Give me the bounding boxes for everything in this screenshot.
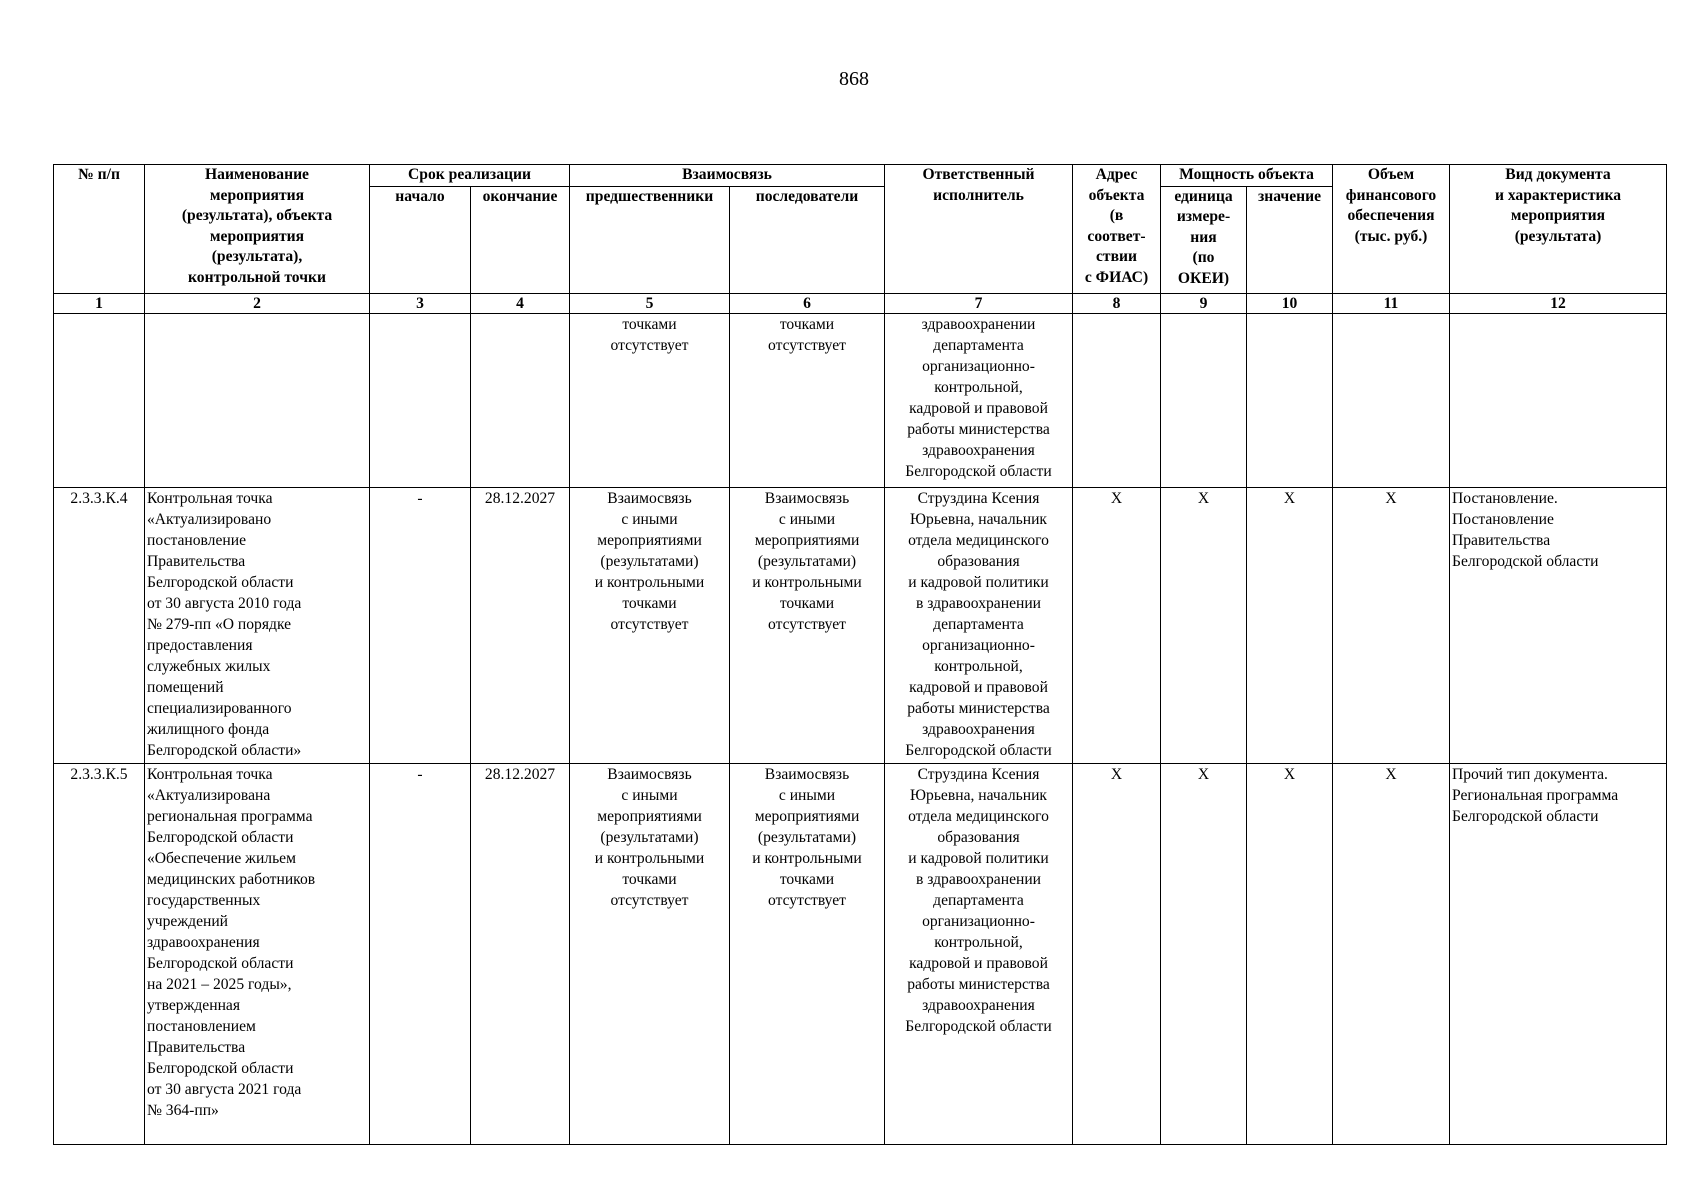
header-group-vzaim: Взаимосвязь (570, 165, 885, 187)
cell-successors: Взаимосвязь с иными мероприятиями (результатами) и контрольными точками отсутствует (730, 487, 885, 763)
cell-doc-type (1450, 313, 1667, 487)
column-number: 9 (1161, 293, 1247, 313)
header-group-srok: Срок реализации (370, 165, 570, 187)
cell-doc-type: Постановление. Постановление Правительства Белгородской области (1450, 487, 1667, 763)
cell-value: Х (1247, 763, 1333, 1144)
column-number: 12 (1450, 293, 1667, 313)
header-doc-type: Вид документа и характеристика мероприятия (результата) (1450, 165, 1667, 294)
cell-value (1247, 313, 1333, 487)
column-number: 7 (885, 293, 1073, 313)
table-row (54, 487, 1667, 763)
header-unit: единица измере- ния (по ОКЕИ) (1161, 186, 1247, 293)
cell-successors: Взаимосвязь с иными мероприятиями (результатами) и контрольными точками отсутствует (730, 763, 885, 1144)
column-number: 8 (1073, 293, 1161, 313)
cell-value: Х (1247, 487, 1333, 763)
header-end: окончание (471, 186, 570, 293)
cell-financing: Х (1333, 763, 1450, 1144)
cell-predecessors: Взаимосвязь с иными мероприятиями (результатами) и контрольными точками отсутствует (570, 763, 730, 1144)
cell-name (145, 313, 370, 487)
cell-end: 28.12.2027 (471, 487, 570, 763)
header-start: начало (370, 186, 471, 293)
cell-address (1073, 313, 1161, 487)
table-row (54, 763, 1667, 1144)
cell-num: 2.3.3.К.5 (54, 763, 145, 1144)
cell-start: - (370, 763, 471, 1144)
measures-table (53, 164, 1667, 1145)
column-number: 4 (471, 293, 570, 313)
header-address: Адрес объекта (в соответ- ствии с ФИАС) (1073, 165, 1161, 294)
cell-unit: Х (1161, 763, 1247, 1144)
cell-financing: Х (1333, 487, 1450, 763)
column-number: 1 (54, 293, 145, 313)
column-number: 6 (730, 293, 885, 313)
header-successors: последователи (730, 186, 885, 293)
cell-address: Х (1073, 487, 1161, 763)
cell-start: - (370, 487, 471, 763)
cell-unit: Х (1161, 487, 1247, 763)
header-predecessors: предшественники (570, 186, 730, 293)
cell-doc-type: Прочий тип документа. Региональная программа Белгородской области (1450, 763, 1667, 1144)
header-name: Наименование мероприятия (результата), объекта мероприятия (результата), контрольной точки (145, 165, 370, 294)
page-number: 868 (839, 68, 869, 90)
column-number: 5 (570, 293, 730, 313)
cell-num (54, 313, 145, 487)
cell-address: Х (1073, 763, 1161, 1144)
cell-start (370, 313, 471, 487)
header-responsible: Ответственный исполнитель (885, 165, 1073, 294)
cell-predecessors: точками отсутствует (570, 313, 730, 487)
header-num: № п/п (54, 165, 145, 294)
cell-financing (1333, 313, 1450, 487)
cell-end: 28.12.2027 (471, 763, 570, 1144)
column-number: 11 (1333, 293, 1450, 313)
cell-name: Контрольная точка «Актуализировано постановление Правительства Белгородской области от 30 августа 2010 года № 279-пп «О порядке предоставления служебных жилых помещений специализированного жилищного фонда Белгородской области» (145, 487, 370, 763)
header-group-moshch: Мощность объекта (1161, 165, 1333, 187)
cell-responsible: Струздина Ксения Юрьевна, начальник отдела медицинского образования и кадровой политики в здравоохранении департамента организационно- контрольной, кадровой и правовой работы министерства здравоохранения Белгородской области (885, 487, 1073, 763)
cell-successors: точками отсутствует (730, 313, 885, 487)
column-number: 10 (1247, 293, 1333, 313)
cell-unit (1161, 313, 1247, 487)
header-financing: Объем финансового обеспечения (тыс. руб.) (1333, 165, 1450, 294)
cell-end (471, 313, 570, 487)
header-value: значение (1247, 186, 1333, 293)
cell-responsible: здравоохранении департамента организационно- контрольной, кадровой и правовой работы министерства здравоохранения Белгородской области (885, 313, 1073, 487)
cell-predecessors: Взаимосвязь с иными мероприятиями (результатами) и контрольными точками отсутствует (570, 487, 730, 763)
cell-num: 2.3.3.К.4 (54, 487, 145, 763)
column-number: 3 (370, 293, 471, 313)
table-row (54, 313, 1667, 487)
cell-name: Контрольная точка «Актуализирована региональная программа Белгородской области «Обеспечение жильем медицинских работников государственных учреждений здравоохранения Белгородской области на 2021 – 2025 годы», утвержденная постановлением Правительства Белгородской области от 30 августа 2021 года № 364-пп» (145, 763, 370, 1144)
cell-responsible: Струздина Ксения Юрьевна, начальник отдела медицинского образования и кадровой политики в здравоохранении департамента организационно- контрольной, кадровой и правовой работы министерства здравоохранения Белгородской области (885, 763, 1073, 1144)
column-number: 2 (145, 293, 370, 313)
